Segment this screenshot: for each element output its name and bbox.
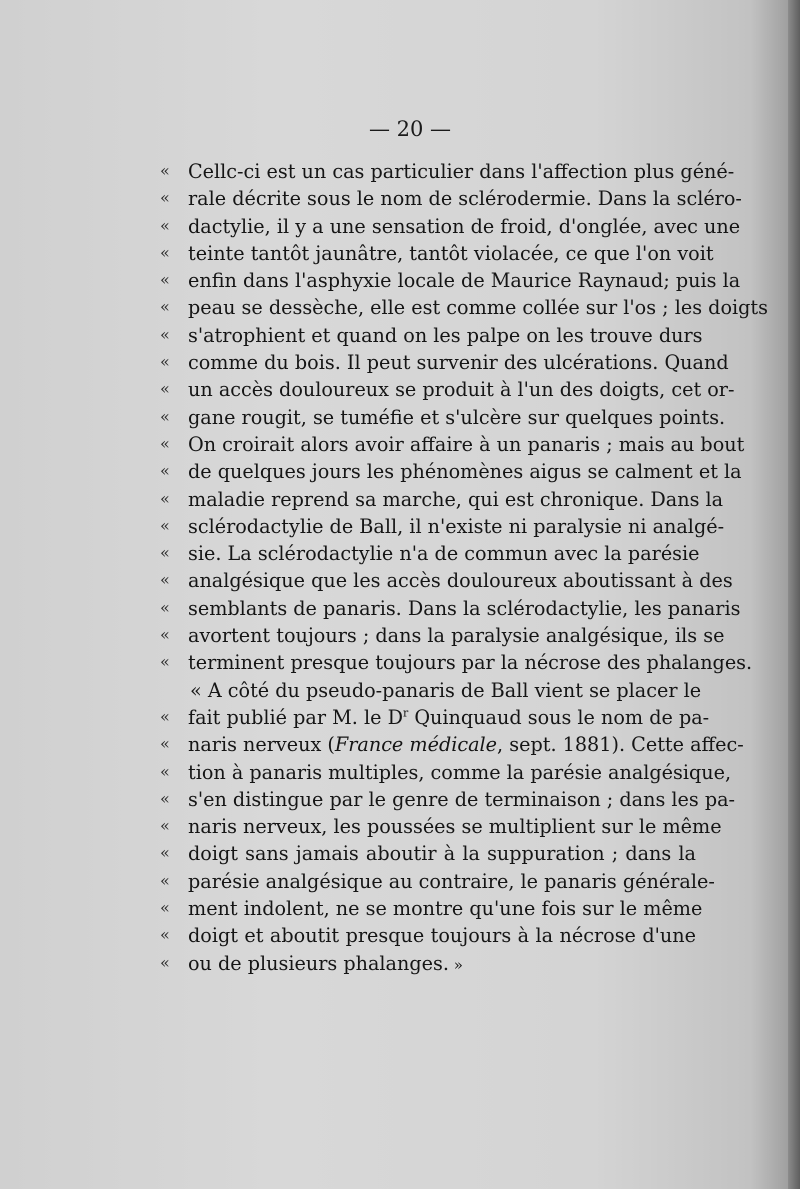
quote-mark: « [160, 925, 170, 945]
body-text [0, 158, 790, 977]
line-text: tion à panaris multiples, comme la parésie analgésique, [188, 760, 732, 784]
line-text: sclérodactylie de Ball, il n'existe ni paralysie ni analgé- [188, 514, 725, 538]
text-line [0, 567, 790, 594]
line-text: s'atrophient et quand on les palpe on les trouve durs [188, 323, 703, 347]
quote-mark: « [160, 597, 170, 617]
quote-mark: « [160, 543, 170, 563]
quote-mark: « [160, 297, 170, 317]
text-line [0, 868, 790, 895]
line-text: teinte tantôt jaunâtre, tantôt violacée, ce que l'on voit [188, 241, 714, 265]
quote-mark: « [160, 515, 170, 535]
line-text: peau se dessèche, elle est comme collée sur l'os ; les doigts [188, 296, 768, 320]
line-text: un accès douloureux se produit à l'un des doigts, cet or- [188, 378, 735, 402]
closing-quote: » [448, 955, 463, 974]
line-text: doigt et aboutit presque toujours à la nécrose d'une [188, 924, 696, 948]
text-line [0, 376, 790, 403]
line-text: ou de plusieurs phalanges. » [188, 951, 463, 975]
line-text: sie. La sclérodactylie n'a de commun avec la parésie [188, 542, 700, 566]
text-line [0, 349, 790, 376]
text-line [0, 486, 790, 513]
quote-mark: « [160, 952, 170, 972]
quote-mark: « [160, 161, 170, 180]
text-line [0, 677, 790, 704]
text-line [0, 840, 790, 867]
quote-mark: « [160, 761, 170, 781]
text-line [0, 213, 790, 240]
quote-mark: « [160, 816, 170, 836]
text-line [0, 158, 790, 185]
text-line [0, 513, 790, 540]
line-text: dactylie, il y a une sensation de froid, d'onglée, avec une [188, 214, 741, 238]
text-line [0, 540, 790, 567]
page-number: — 20 — [368, 117, 452, 141]
line-text: gane rougit, se tuméfie et s'ulcère sur quelques points. [188, 405, 726, 429]
quote-mark: « [160, 734, 170, 754]
line-text: maladie reprend sa marche, qui est chronique. Dans la [188, 487, 724, 511]
text-line [0, 731, 790, 758]
line-text: naris nerveux (France médicale, sept. 1881). Cette affec- [188, 733, 744, 757]
line-text: Cellc-ci est un cas particulier dans l'affection plus géné- [188, 160, 735, 183]
text-line [0, 185, 790, 212]
text-line [0, 922, 790, 949]
text-line [0, 595, 790, 622]
line-text: analgésique que les accès douloureux aboutissant à des [188, 569, 733, 593]
text-line [0, 649, 790, 676]
line-text: enfin dans l'asphyxie locale de Maurice Raynaud; puis la [188, 269, 741, 293]
quote-mark: « [160, 488, 170, 508]
quote-mark: « [160, 433, 170, 453]
text-line [0, 458, 790, 485]
quote-mark: « [160, 788, 170, 808]
quote-mark: « [160, 706, 170, 726]
line-text: « A côté du pseudo-panaris de Ball vient se placer le [190, 678, 702, 702]
quote-mark: « [160, 461, 170, 481]
quote-mark: « [160, 870, 170, 890]
line-text: rale décrite sous le nom de sclérodermie. Dans la scléro- [188, 187, 742, 211]
line-text: naris nerveux, les poussées se multiplient sur le même [188, 815, 722, 839]
text-line [0, 759, 790, 786]
quote-mark: « [160, 352, 170, 372]
quote-mark: « [160, 324, 170, 344]
superscript: r [402, 706, 409, 720]
text-line [0, 786, 790, 813]
text-line [0, 704, 790, 731]
text-line [0, 431, 790, 458]
text-line [0, 294, 790, 321]
page-edge-shadow [788, 0, 800, 1189]
text-line [0, 813, 790, 840]
line-text: avortent toujours ; dans la paralysie analgésique, ils se [188, 624, 725, 648]
quote-mark: « [160, 406, 170, 426]
text-line [0, 322, 790, 349]
line-text: comme du bois. Il peut survenir des ulcérations. Quand [188, 351, 729, 375]
quote-mark: « [160, 570, 170, 590]
line-text: ment indolent, ne se montre qu'une fois sur le même [188, 897, 703, 921]
quote-mark: « [160, 242, 170, 262]
quote-mark: « [160, 215, 170, 235]
line-text: parésie analgésique au contraire, le panaris générale- [188, 869, 715, 893]
quote-mark: « [160, 270, 170, 290]
line-text: doigt sans jamais aboutir à la suppuration ; dans la [188, 842, 696, 866]
line-text: s'en distingue par le genre de terminaison ; dans les pa- [188, 787, 736, 811]
line-text: semblants de panaris. Dans la sclérodactylie, les panaris [188, 596, 741, 620]
quote-mark: « [160, 379, 170, 399]
text-line [0, 267, 790, 294]
line-text: fait publié par M. le $D^r$ Quinquaud sous le nom de pa- [188, 705, 710, 729]
italic-title: France médicale [334, 733, 498, 757]
quote-mark: « [160, 843, 170, 863]
line-text: On croirait alors avoir affaire à un panaris ; mais au bout [188, 432, 745, 456]
text-line [0, 622, 790, 649]
quote-mark: « [160, 898, 170, 918]
text-line [0, 240, 790, 267]
quote-mark: « [160, 652, 170, 672]
text-line [0, 404, 790, 431]
text-line [0, 950, 790, 977]
quote-mark: « [160, 188, 170, 208]
text-line [0, 895, 790, 922]
line-text: de quelques jours les phénomènes aigus se calment et la [188, 460, 742, 484]
quote-mark: « [160, 625, 170, 645]
line-text: terminent presque toujours par la nécrose des phalanges. [188, 651, 753, 675]
